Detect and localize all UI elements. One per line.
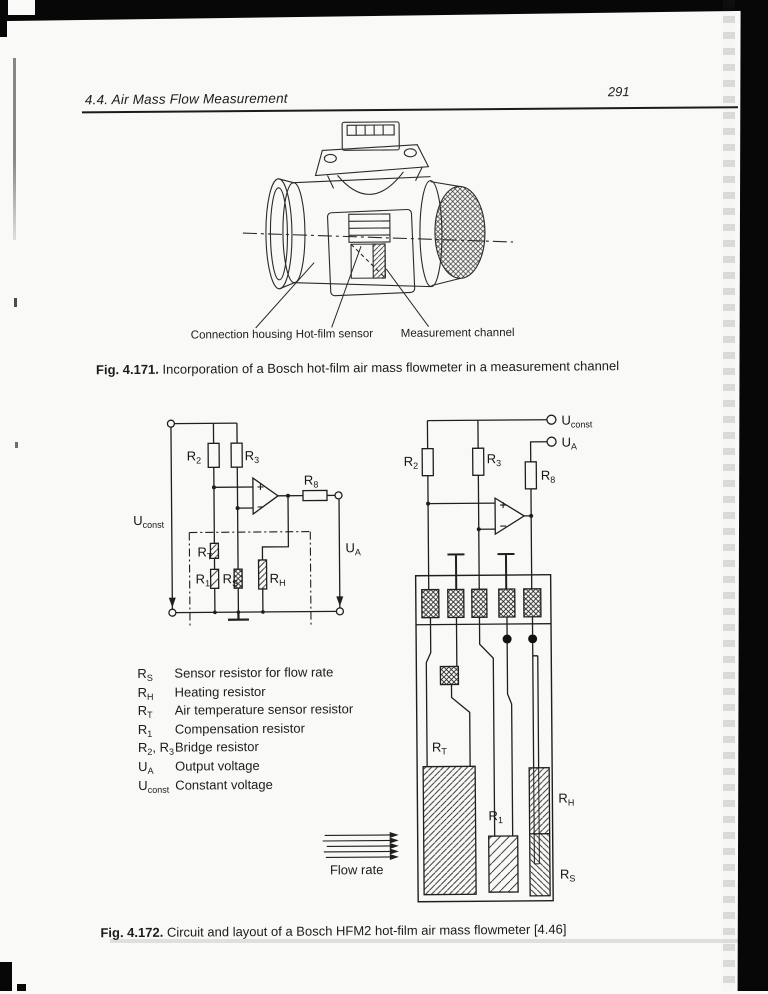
legend-row: $R_T$ Air temperature sensor resistor (138, 701, 428, 722)
film-resistor-r1 (489, 836, 518, 892)
scan-spine-mark (14, 298, 17, 307)
label-r8: $R_8$ (304, 473, 319, 488)
uconst-arrow (169, 598, 176, 608)
ua-arrow (336, 596, 343, 606)
leader-lines (255, 246, 429, 328)
label-rs: $R_S$ (223, 571, 239, 586)
label-measurement-channel: Measurement channel (401, 327, 515, 340)
hfm2-layout-circuit (319, 415, 559, 902)
label-r8: $R_8$ (541, 468, 556, 483)
flowmeter-body (294, 177, 443, 288)
label-r3: $R_3$ (245, 448, 260, 463)
label-hot-film-sensor: Hot-film sensor (296, 328, 373, 341)
film-resistor-rt (423, 766, 476, 894)
opamp (495, 498, 524, 534)
connector-housing (315, 122, 429, 195)
scan-smudge (110, 939, 740, 943)
resistor-r2 (422, 449, 433, 476)
trace (451, 684, 470, 766)
label-rh: $R_H$ (558, 791, 574, 806)
label-uconst: $U_{const}$ (133, 513, 164, 528)
trace (479, 617, 494, 836)
page-number: 291 (608, 84, 630, 99)
flow-arrows (323, 832, 399, 861)
legend-row: $U_A$ Output voltage (138, 757, 428, 778)
bond-pad (524, 589, 541, 617)
label-r2: $R_2$ (187, 448, 202, 463)
resistor-r2 (208, 443, 219, 467)
legend-row: $U_{const}$ Constant voltage (138, 775, 428, 796)
figure2-caption-text: Circuit and layout of a Bosch HFM2 hot-film air mass flowmeter [4.46] (163, 922, 566, 940)
figure2-caption (100, 922, 566, 941)
bond-pad (499, 589, 515, 617)
ua-terminal (547, 437, 556, 446)
solder-dot (503, 635, 512, 644)
trim-pad (440, 666, 458, 684)
label-connection-housing: Connection housing (191, 329, 293, 342)
figure1-caption (96, 358, 619, 377)
label-rt: $R_T$ (197, 544, 212, 559)
resistor-r8 (525, 462, 536, 489)
scan-mark-bottom-left-2 (17, 984, 26, 991)
legend-row: $R_S$ Sensor resistor for flow rate (137, 664, 427, 685)
sensor-window (327, 209, 415, 296)
label-rt: $R_T$ (432, 740, 447, 755)
trim-stub (497, 554, 514, 589)
resistor-r8 (303, 490, 327, 500)
label-r3: $R_3$ (487, 451, 502, 466)
legend-row: $R_1$ Compensation resistor (138, 719, 428, 740)
bond-pad (448, 589, 464, 617)
terminal (335, 492, 342, 499)
scan-mark-bottom-left (0, 962, 12, 991)
label-rs: $R_S$ (560, 867, 576, 882)
circuit-layout-svg (119, 403, 593, 912)
legend-row: $R_H$ Heating resistor (137, 682, 427, 703)
scan-notch (8, 0, 35, 15)
scan-border-left-top (0, 20, 7, 37)
figure1-caption-number: Fig. 4.171. (96, 362, 159, 377)
figure1-caption-text: Incorporation of a Bosch hot-film air mass flowmeter in a measurement channel (159, 358, 619, 377)
scan-spine-mark-2 (15, 442, 18, 448)
resistor-rh (259, 560, 267, 589)
resistor-r1 (211, 569, 219, 588)
terminal (169, 609, 176, 616)
bond-pad (422, 590, 439, 618)
flow-rate-label: Flow rate (330, 862, 384, 877)
trace (507, 617, 513, 836)
symbol-legend (137, 664, 428, 796)
scan-spine-streak (13, 58, 16, 240)
trim-stub (447, 554, 464, 589)
resistor-r3 (231, 443, 242, 467)
label-ua: $U_A$ (345, 540, 361, 555)
label-r1: $R_1$ (196, 571, 211, 586)
resistor-r3 (473, 448, 484, 475)
label-ua: $U_A$ (562, 434, 578, 449)
scan-edge-shadow (723, 0, 735, 991)
figure2-caption-number: Fig. 4.172. (100, 925, 163, 940)
terminal (167, 420, 174, 427)
terminal (336, 608, 343, 615)
label-r2: $R_2$ (404, 454, 419, 469)
uconst-terminal (547, 415, 556, 424)
legend-row: $R_2$, $R_3$ Bridge resistor (138, 738, 428, 759)
solder-dot (528, 634, 537, 643)
opamp (253, 478, 278, 514)
label-rh: $R_H$ (270, 571, 286, 586)
label-r1: $R_1$ (488, 808, 503, 823)
section-heading: 4.4. Air Mass Flow Measurement (85, 91, 288, 108)
flowmeter-drawing-svg (97, 110, 579, 352)
film-resistor-rs (530, 834, 550, 896)
label-uconst: $U_{const}$ (561, 412, 592, 427)
bond-pad (472, 589, 487, 617)
